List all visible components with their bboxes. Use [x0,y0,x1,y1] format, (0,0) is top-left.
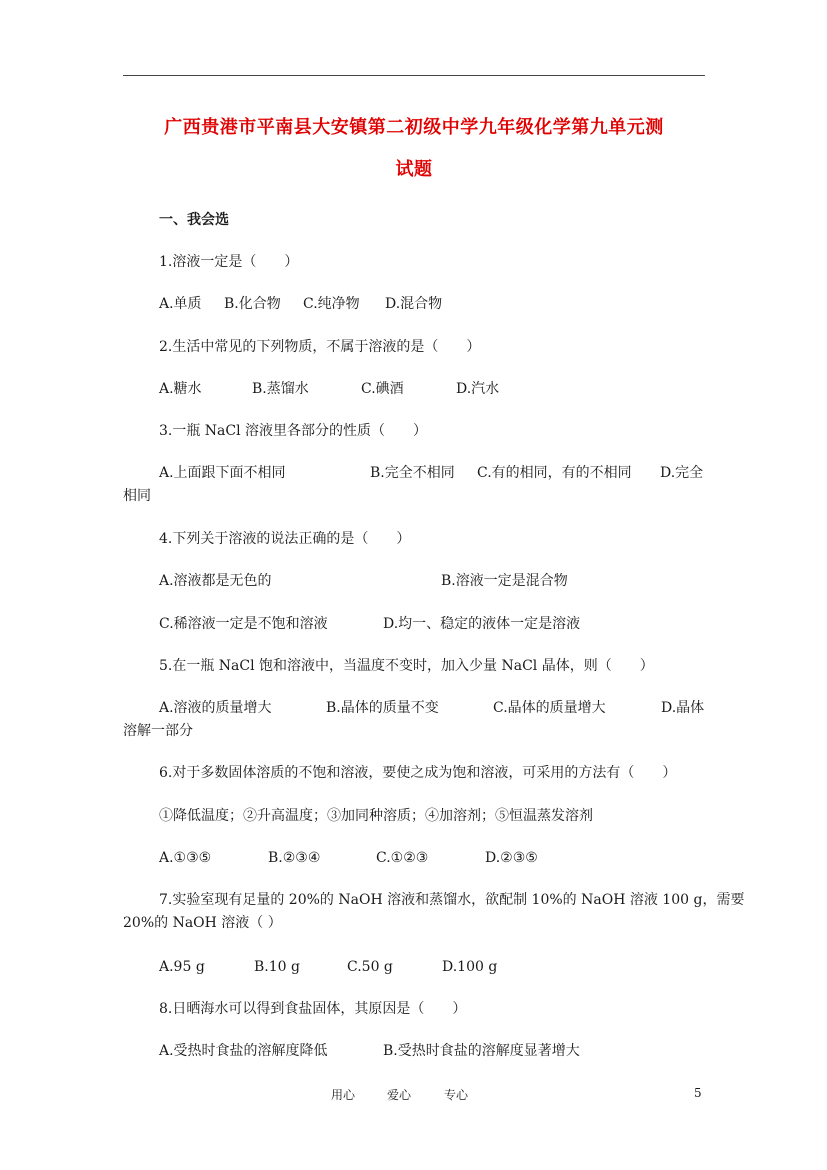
option: B.晶体的质量不变 [326,700,439,716]
page-number: 5 [694,1086,702,1100]
option: D.均一、稳定的液体一定是溶液 [383,616,581,632]
option: C.稀溶液一定是不饱和溶液 [159,616,328,632]
option: A.①③⑤ [159,850,212,866]
question-stem: 1.溶液一定是（ ） [159,254,299,270]
option: C.有的相同，有的不相同 [477,465,632,481]
option: A.糖水 [159,381,202,397]
option: D.完全 [660,465,704,481]
option: A.溶液的质量增大 [159,700,272,716]
page-title-line2: 试题 [395,159,433,180]
option: B.化合物 [224,296,281,312]
option: D.混合物 [385,296,443,312]
option: A.上面跟下面不相同 [159,465,286,481]
option: A.95 g [159,959,205,975]
option: C.纯净物 [303,296,360,312]
option: A.单质 [159,296,202,312]
option: A.溶液都是无色的 [159,573,272,589]
footer-item: 专心 [444,1088,469,1102]
question-stem: 7.实验室现有足量的 20%的 NaOH 溶液和蒸馏水，欲配制 10%的 NaOH 溶液 100 g，需要 [159,892,745,908]
option: C.晶体的质量增大 [493,700,606,716]
option-wrap: 溶解一部分 [123,723,193,739]
question-stem: 2.生活中常见的下列物质，不属于溶液的是（ ） [159,339,481,355]
question-stem: 4.下列关于溶液的说法正确的是（ ） [159,531,411,547]
option: B.②③④ [268,850,321,866]
section-heading: 一、我会选 [159,212,229,228]
option: B.受热时食盐的溶解度显著增大 [383,1043,580,1059]
question-stem: 5.在一瓶 NaCl 饱和溶液中，当温度不变时，加入少量 NaCl 晶体，则（ ） [159,658,654,674]
question-stem-wrap: 20%的 NaOH 溶液（ ） [123,915,282,931]
header-rule [123,75,705,76]
option: A.受热时食盐的溶解度降低 [159,1043,328,1059]
page-title-line1: 广西贵港市平南县大安镇第二初级中学九年级化学第九单元测 [164,117,664,138]
option: B.蒸馏水 [252,381,309,397]
option: B.溶液一定是混合物 [441,573,568,589]
option: C.碘酒 [361,381,404,397]
option: D.晶体 [661,700,705,716]
option: B.10 g [254,959,300,975]
method-list: ①降低温度；②升高温度；③加同种溶质；④加溶剂；⑤恒温蒸发溶剂 [159,808,593,824]
question-stem: 3.一瓶 NaCl 溶液里各部分的性质（ ） [159,423,428,439]
footer-item: 爱心 [387,1088,412,1102]
footer-item: 用心 [331,1088,356,1102]
option: C.①②③ [376,850,429,866]
option: D.②③⑤ [485,850,538,866]
question-stem: 6.对于多数固体溶质的不饱和溶液，要使之成为饱和溶液，可采用的方法有（ ） [159,765,677,781]
option: B.完全不相同 [370,465,455,481]
option: D.汽水 [456,381,500,397]
option-wrap: 相同 [123,488,151,504]
option: C.50 g [347,959,393,975]
question-stem: 8.日晒海水可以得到食盐固体，其原因是（ ） [159,1001,467,1017]
option: D.100 g [442,959,498,975]
